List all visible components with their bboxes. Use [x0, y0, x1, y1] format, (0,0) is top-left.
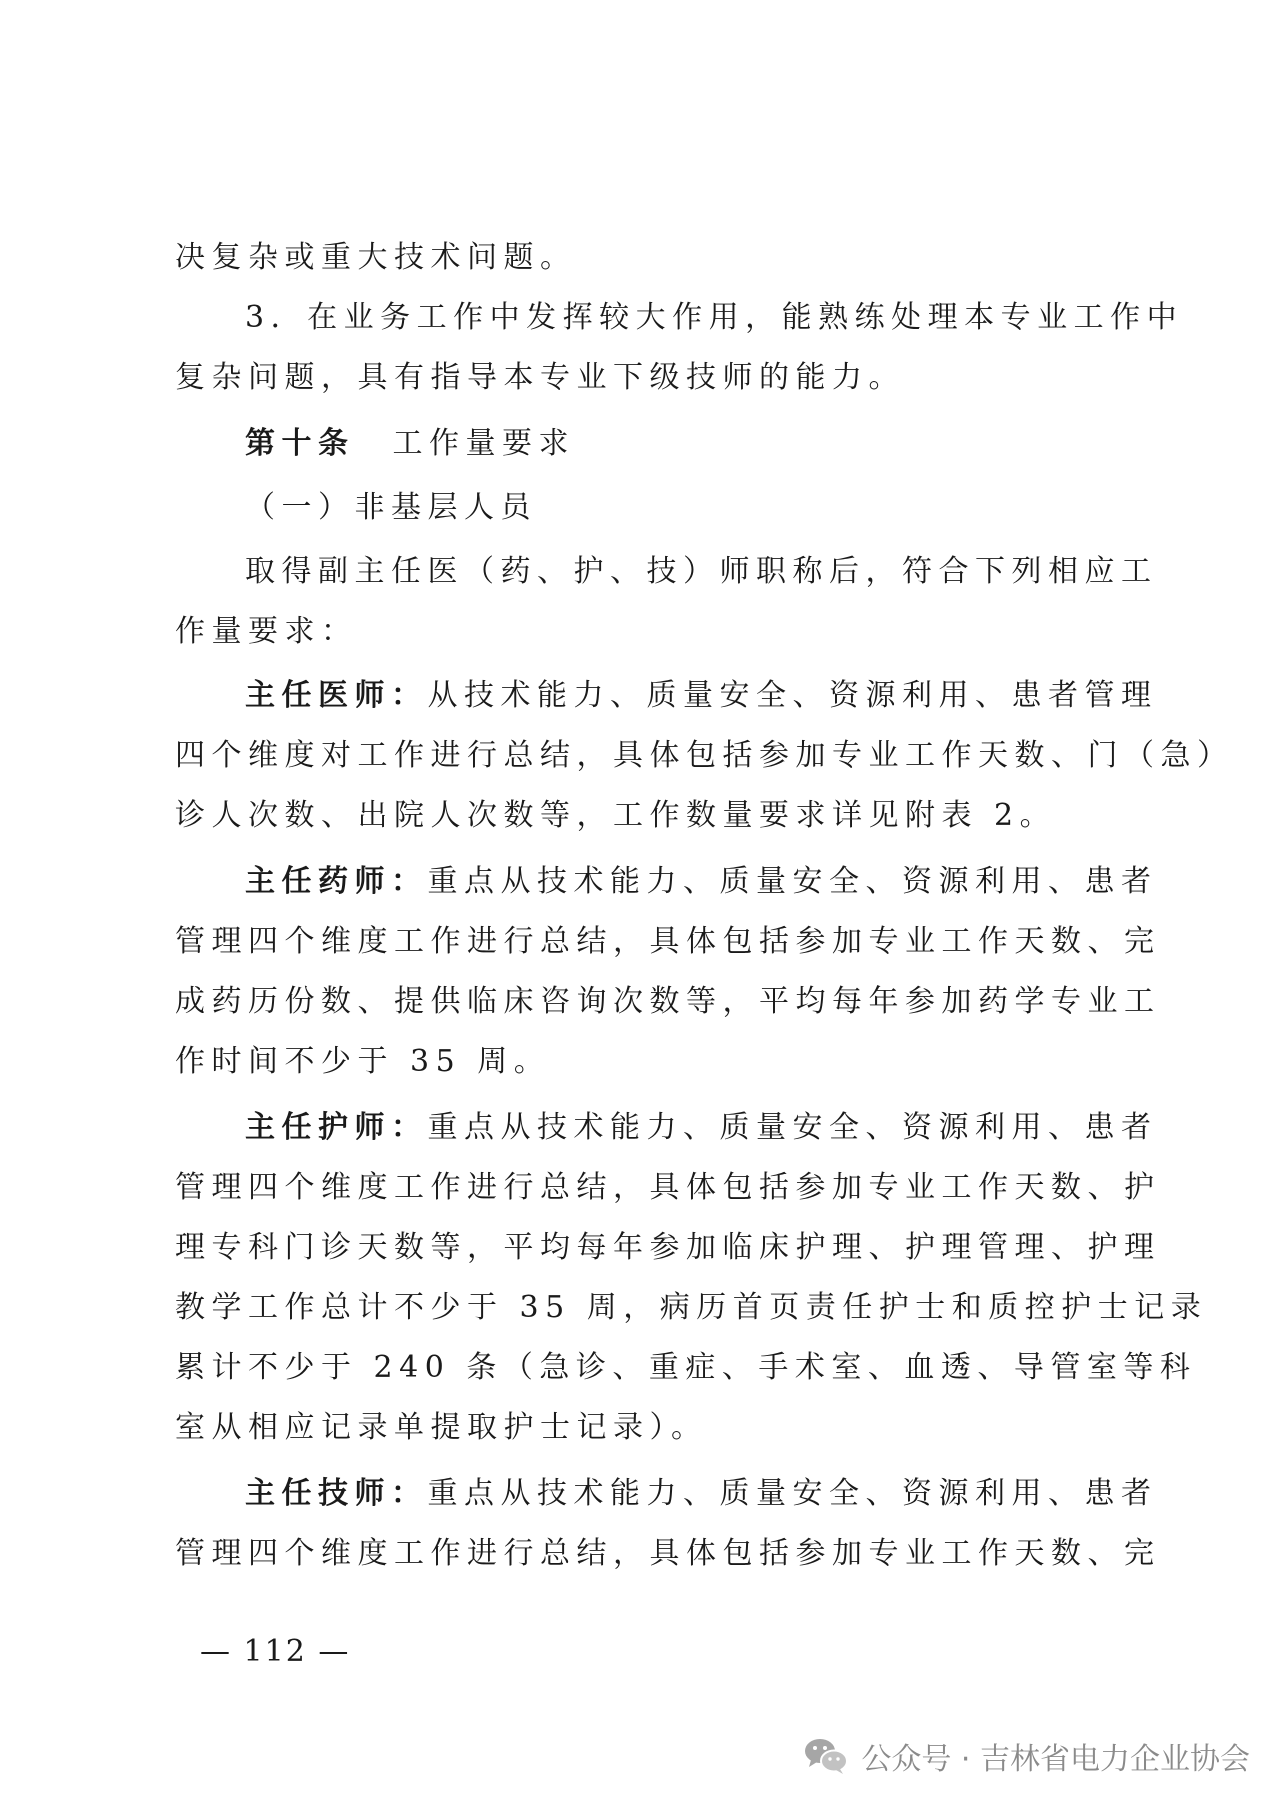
text-line: 管理四个维度工作进行总结，具体包括参加专业工作天数、完 — [175, 1536, 1161, 1571]
text-line: 室从相应记录单提取护士记录）。 — [175, 1410, 708, 1445]
wechat-icon — [803, 1736, 849, 1776]
page-number: — 112 — — [200, 1634, 351, 1669]
text-line: 复杂问题，具有指导本专业下级技师的能力。 — [175, 360, 905, 395]
text-line: 管理四个维度工作进行总结，具体包括参加专业工作天数、完 — [175, 924, 1161, 959]
paragraph-lead-line — [245, 862, 1205, 902]
text-line: 四个维度对工作进行总结，具体包括参加专业工作天数、门（急） — [175, 738, 1234, 773]
paragraph-lead-line — [245, 676, 1205, 716]
section-heading: （一）非基层人员 — [245, 490, 537, 525]
text-line: 作量要求： — [175, 614, 358, 649]
paragraph-text: 重点从技术能力、质量安全、资源利用、患者 — [427, 864, 1158, 899]
text-line: 累计不少于 240 条（急诊、重症、手术室、血透、导管室等科 — [175, 1350, 1197, 1385]
paragraph-lead: 主任医师： — [245, 678, 428, 713]
paragraph-lead-line — [245, 1474, 1205, 1514]
watermark — [803, 1732, 1250, 1780]
text-line: 决复杂或重大技术问题。 — [175, 240, 577, 275]
paragraph-text: 重点从技术能力、质量安全、资源利用、患者 — [427, 1476, 1158, 1511]
paragraph-lead: 主任药师： — [245, 864, 428, 899]
text-line: 作时间不少于 35 周。 — [175, 1044, 551, 1079]
text-line: 理专科门诊天数等，平均每年参加临床护理、护理管理、护理 — [175, 1230, 1161, 1265]
paragraph-lead-line — [245, 1108, 1205, 1148]
paragraph-lead: 主任护师： — [245, 1110, 428, 1145]
article-title: 第十条 — [245, 426, 355, 461]
text-line: 成药历份数、提供临床咨询次数等，平均每年参加药学专业工 — [175, 984, 1161, 1019]
paragraph-text: 从技术能力、质量安全、资源利用、患者管理 — [427, 678, 1158, 713]
text-line: 管理四个维度工作进行总结，具体包括参加专业工作天数、护 — [175, 1170, 1161, 1205]
text-line: 3．在业务工作中发挥较大作用，能熟练处理本专业工作中 — [245, 300, 1184, 335]
text-line: 取得副主任医（药、护、技）师职称后，符合下列相应工 — [245, 554, 1158, 589]
watermark-text: 公众号 · 吉林省电力企业协会 — [861, 1742, 1250, 1777]
paragraph-text: 重点从技术能力、质量安全、资源利用、患者 — [427, 1110, 1158, 1145]
article-heading-line — [245, 424, 1205, 464]
text-line: 诊人次数、出院人次数等，工作数量要求详见附表 2。 — [175, 798, 1057, 833]
paragraph-lead: 主任技师： — [245, 1476, 428, 1511]
text-line: 教学工作总计不少于 35 周，病历首页责任护士和质控护士记录 — [175, 1290, 1208, 1325]
article-heading: 工作量要求 — [392, 426, 575, 461]
